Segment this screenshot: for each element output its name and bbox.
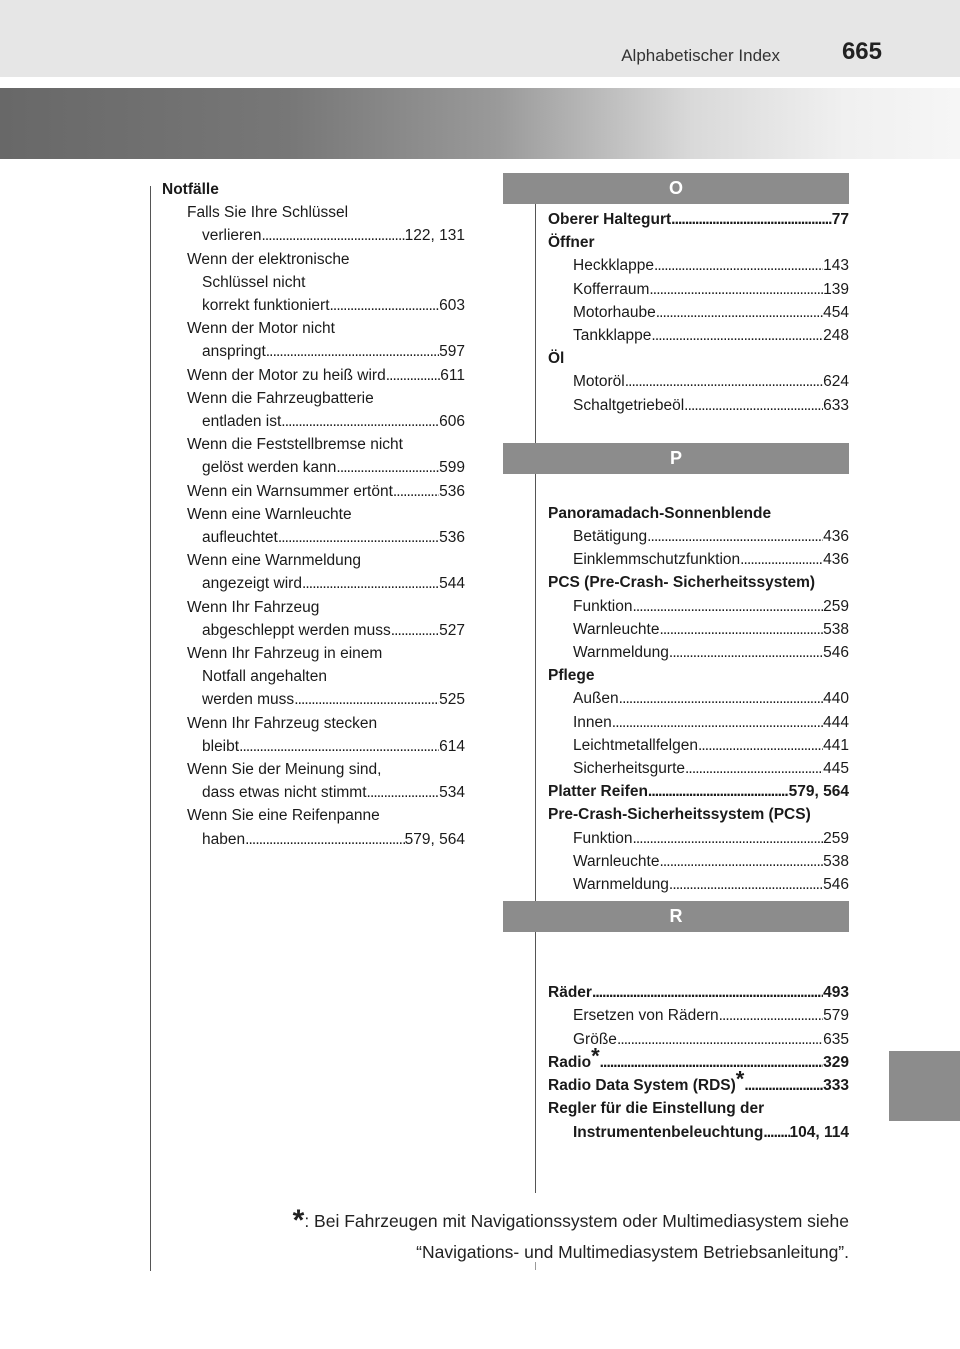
index-heading: Öffner [548, 234, 595, 252]
index-entry-line: Schlüssel nicht [202, 273, 306, 291]
index-heading: Pre-Crash-Sicherheitssystem (PCS) [548, 806, 811, 824]
index-entry: Tankklappe . . . 248 [548, 324, 849, 347]
page-number: 665 [841, 38, 882, 65]
footnote-line-2: “Navigations- und Multimediasystem Betriebsanleitung”. [416, 1242, 849, 1262]
right-index-column [548, 208, 849, 1144]
index-entry-line: Wenn Ihr Fahrzeug [187, 598, 320, 616]
index-entry-line: Wenn eine Warnleuchte [187, 505, 352, 523]
section-header-o: O [503, 173, 849, 204]
index-entry: Wenn ein Warnsummer ertönt . . . 536 [162, 480, 465, 503]
index-heading: Panoramadach-Sonnenblende [548, 504, 772, 522]
index-entry-line: Wenn Sie eine Reifenpanne [187, 807, 380, 825]
index-entry-line: Wenn die Fahrzeugbatterie [187, 389, 374, 407]
index-heading: Pflege [548, 667, 595, 685]
index-entry: Warnmeldung . . . 546 [548, 641, 849, 664]
index-entry: Platter Reifen . . . 579, 564 [548, 780, 849, 803]
index-heading: Notfälle [162, 181, 219, 198]
index-entry: haben . . . 579, 564 [162, 828, 465, 851]
footnote-line-1: : Bei Fahrzeugen mit Navigationssystem oder Multimediasystem siehe [304, 1211, 849, 1231]
index-entry: bleibt . . . 614 [162, 735, 465, 758]
index-entry: Motoröl . . . 624 [548, 370, 849, 393]
left-column-rule [150, 186, 151, 1271]
index-entry: korrekt funktioniert . . . 603 [162, 294, 465, 317]
index-entry: Wenn der Motor zu heiß wird . . . 611 [162, 364, 465, 387]
index-entry: Motorhaube . . . 454 [548, 301, 849, 324]
index-heading: PCS (Pre-Crash- Sicherheitssystem) [548, 574, 816, 592]
header-banner [0, 88, 960, 159]
index-entry: Warnleuchte . . . 538 [548, 850, 849, 873]
index-entry-line: Wenn Sie der Meinung sind, [187, 761, 382, 779]
index-entry: angezeigt wird . . . 544 [162, 572, 465, 595]
index-entry: anspringt . . . 597 [162, 340, 465, 363]
index-entry: Räder . . . 493 [548, 981, 849, 1004]
index-entry: gelöst werden kann . . . 599 [162, 456, 465, 479]
index-entry: aufleuchtet . . . 536 [162, 526, 465, 549]
index-entry-line: Wenn Ihr Fahrzeug in einem [187, 645, 383, 663]
index-entry: Funktion . . . 259 [548, 595, 849, 618]
index-entry: Kofferraum . . . 139 [548, 278, 849, 301]
index-entry: Warnmeldung . . . 546 [548, 873, 849, 896]
index-entry-list [162, 201, 465, 851]
index-entry: abgeschleppt werden muss . . . 527 [162, 619, 465, 642]
index-entry: Warnleuchte . . . 538 [548, 618, 849, 641]
index-entry: Leichtmetallfelgen . . . 441 [548, 734, 849, 757]
index-entry-line: Wenn die Feststellbremse nicht [187, 436, 403, 454]
index-entry-line: Wenn Ihr Fahrzeug stecken [187, 714, 378, 732]
index-entry: Funktion . . . 259 [548, 827, 849, 850]
index-entry: Schaltgetriebeöl . . . 633 [548, 394, 849, 417]
index-entry: Radio Data System (RDS)* . . . 333 [548, 1074, 849, 1097]
center-column-rule [535, 204, 536, 1193]
index-entry-line: Wenn eine Warnmeldung [187, 552, 362, 570]
index-entry: Betätigung . . . 436 [548, 525, 849, 548]
index-entry-line: Wenn der elektronische [187, 250, 350, 268]
index-entry: Einklemmschutzfunktion . . . 436 [548, 548, 849, 571]
index-entry-line: Falls Sie Ihre Schlüssel [187, 204, 349, 222]
index-entry: entladen ist . . . 606 [162, 410, 465, 433]
index-entry: Heckklappe . . . 143 [548, 254, 849, 277]
index-entry-line: Notfall angehalten [202, 668, 327, 686]
footnote-star: * [292, 1204, 305, 1237]
footnote [169, 1205, 849, 1268]
index-entry: Innen . . . 444 [548, 711, 849, 734]
side-thumb-tab [889, 1051, 960, 1121]
index-heading: Regler für die Einstellung der [548, 1100, 765, 1118]
section-header-p: P [503, 443, 849, 474]
index-entry: Ersetzen von Rädern . . . 579 [548, 1004, 849, 1027]
index-entry: Größe . . . 635 [548, 1028, 849, 1051]
index-entry: dass etwas nicht stimmt . . . 534 [162, 781, 465, 804]
index-entry: Außen . . . 440 [548, 687, 849, 710]
index-entry-line: Wenn der Motor nicht [187, 320, 335, 338]
index-heading: Öl [548, 350, 565, 368]
index-entry: Radio* . . . 329 [548, 1051, 849, 1074]
header-title: Alphabetischer Index [621, 46, 780, 65]
index-entry: werden muss . . . 525 [162, 688, 465, 711]
left-index-column [162, 178, 465, 851]
index-entry: Instrumentenbeleuchtung . . . 104, 114 [548, 1121, 849, 1144]
index-entry: verlieren . . . 122, 131 [162, 224, 465, 247]
index-entry: Sicherheitsgurte . . . 445 [548, 757, 849, 780]
index-entry: Oberer Haltegurt . . . 77 [548, 208, 849, 231]
section-header-r: R [503, 901, 849, 932]
header-bar [0, 0, 960, 77]
